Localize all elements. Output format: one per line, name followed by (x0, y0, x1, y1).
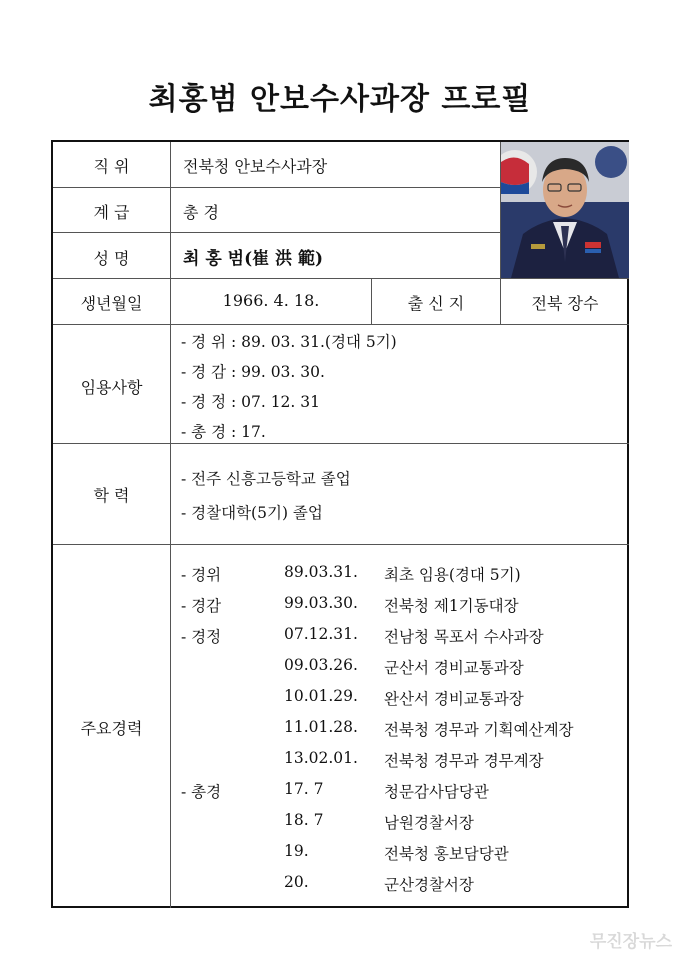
career-description: 남원경찰서장 (384, 814, 474, 832)
label-hometown: 출 신 지 (407, 294, 465, 313)
career-rank: - 경감 (181, 597, 222, 615)
career-date: 89.03.31. (284, 563, 358, 581)
career-description: 전북청 제1기동대장 (384, 597, 519, 615)
career-description: 전북청 경무과 경무계장 (384, 752, 544, 770)
label-rank: 계 급 (93, 203, 130, 222)
career-description: 군산서 경비교통과장 (384, 659, 524, 677)
career-date: 20. (284, 873, 309, 891)
career-description: 최초 임용(경대 5기) (384, 566, 521, 584)
label-appointments: 임용사항 (80, 378, 143, 397)
career-date: 11.01.28. (284, 718, 358, 736)
career-description: 전남청 목포서 수사과장 (384, 628, 544, 646)
career-date: 09.03.26. (284, 656, 358, 674)
label-birth: 생년월일 (80, 294, 143, 313)
career-rank: - 경위 (181, 566, 222, 584)
label-career: 주요경력 (80, 719, 143, 738)
profile-photo (501, 142, 629, 278)
label-education: 학 력 (93, 486, 130, 505)
career-date: 13.02.01. (284, 749, 358, 767)
career-date: 99.03.30. (284, 594, 358, 612)
value-birth: 1966. 4. 18. (222, 291, 320, 310)
career-date: 19. (284, 842, 309, 860)
watermark-logo: 무진장뉴스 (589, 932, 672, 952)
appointment-line: - 경 정 : 07. 12. 31 (181, 393, 320, 411)
career-rank: - 경정 (181, 628, 222, 646)
career-date: 07.12.31. (284, 625, 358, 643)
page-title: 최홍범 안보수사과장 프로필 (148, 82, 532, 117)
appointment-line: - 경 감 : 99. 03. 30. (181, 363, 325, 381)
career-date: 17. 7 (284, 780, 324, 798)
profile-table (51, 140, 629, 908)
career-description: 완산서 경비교통과장 (384, 690, 524, 708)
career-date: 18. 7 (284, 811, 324, 829)
value-hometown: 전북 장수 (531, 294, 599, 313)
career-date: 10.01.29. (284, 687, 358, 705)
appointment-line: - 경 위 : 89. 03. 31.(경대 5기) (181, 333, 397, 351)
career-description: 전북청 경무과 기획예산계장 (384, 721, 574, 739)
appointment-line: - 총 경 : 17. (181, 423, 266, 441)
value-rank: 총 경 (183, 203, 219, 222)
career-description: 군산경찰서장 (384, 876, 474, 894)
label-position: 직 위 (93, 157, 130, 176)
career-rank: - 총경 (181, 783, 222, 801)
career-description: 전북청 홍보담당관 (384, 845, 509, 863)
value-position: 전북청 안보수사과장 (183, 157, 328, 176)
value-name: 최 홍 범(崔 洪 範) (183, 249, 324, 269)
label-name: 성 명 (93, 249, 130, 268)
career-description: 청문감사담당관 (384, 783, 489, 801)
education-line: - 전주 신흥고등학교 졸업 (181, 470, 351, 488)
education-line: - 경찰대학(5기) 졸업 (181, 504, 323, 522)
